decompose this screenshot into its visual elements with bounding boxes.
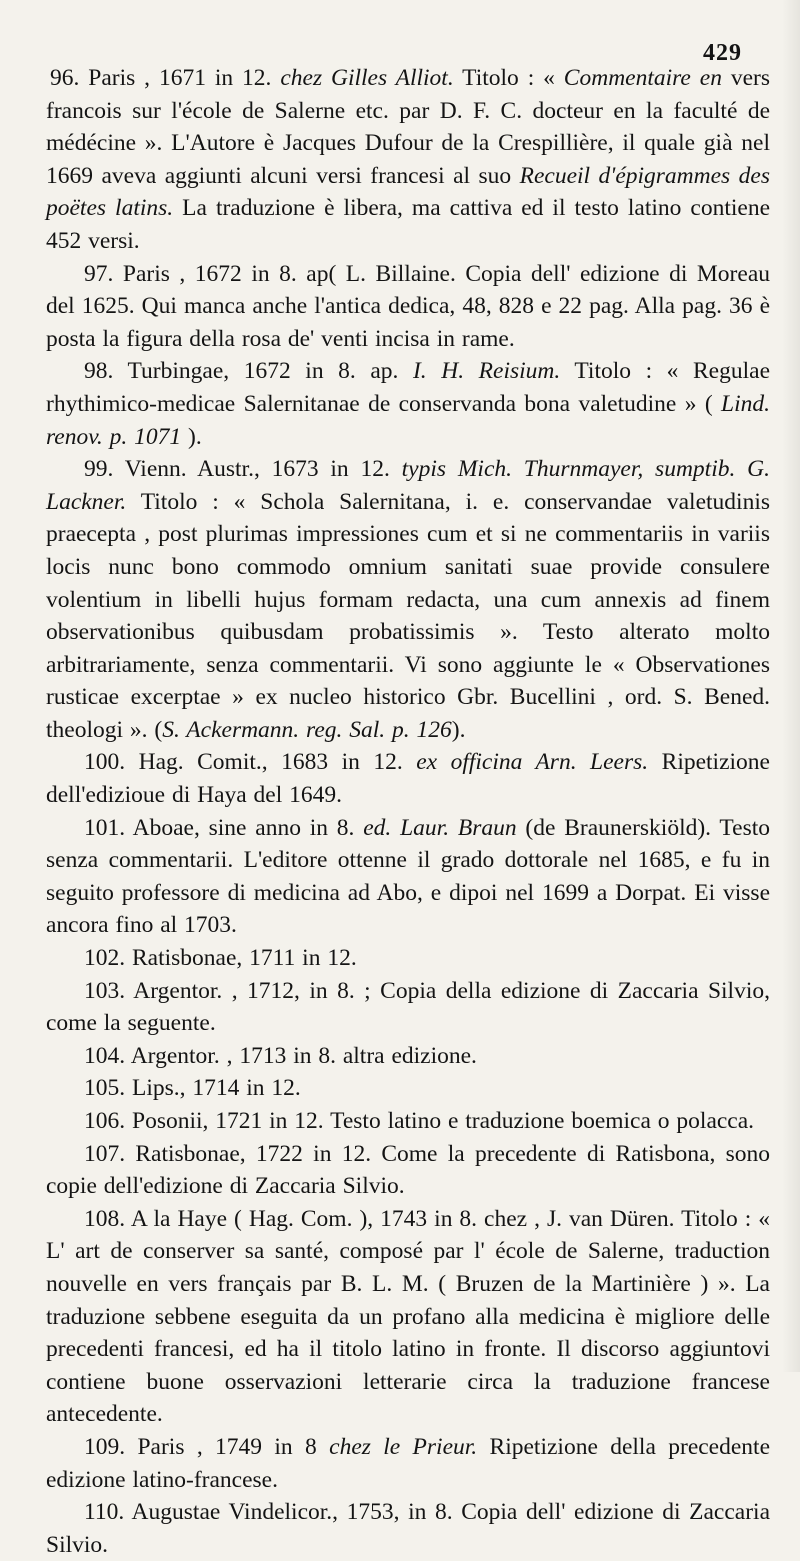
italic-text-run: typis Mich. Thurnmayer, sumptib. G. Lackner. [46, 456, 770, 515]
text-run: Titolo : « Regulae rhythimico-medicae Salernitanae de conservanda bona valetudine » ( [46, 358, 771, 417]
text-run: 101. Aboae, sine anno in 8. [84, 814, 364, 841]
bibliography-entry [46, 746, 770, 811]
bibliography-entry [46, 1072, 770, 1105]
text-run: 107. Ratisbonae, 1722 in 12. Come la precedente di Ratisbona, sono copie dell'edizione di Zaccaria Silvio. [46, 1140, 770, 1200]
text-run: ). [451, 716, 466, 743]
bibliography-entry [46, 1138, 770, 1203]
bibliography-entry [46, 1040, 770, 1073]
bibliography-entry [46, 975, 770, 1040]
text-run: 103. Argentor. , 1712, in 8. ; Copia della edizione di Zaccaria Silvio, come la seguente. [46, 977, 770, 1037]
text-run: 110. Augustae Vindelicor., 1753, in 8. Copia dell' edizione di Zaccaria Silvio. [46, 1499, 770, 1558]
bibliography-entry [46, 1203, 770, 1431]
bibliography-entry [46, 258, 770, 356]
text-run: 102. Ratisbonae, 1711 in 12. [84, 945, 357, 972]
text-run: 100. Hag. Comit., 1683 in 12. [84, 749, 417, 776]
text-run: 97. Paris , 1672 in 8. ap( L. Billaine. Copia dell' edizione di Moreau del 1625. Qui manca anche l'antica dedica, 48, 828 e 22 pag. Alla pag. 36 è posta la figura della rosa de' venti incisa in rame. [46, 260, 770, 352]
italic-text-run: ed. Laur. Braun [363, 814, 517, 841]
text-run: 96. Paris , 1671 in 12. [50, 65, 281, 91]
italic-text-run: Commentaire en [563, 65, 722, 91]
italic-text-run: Lind. renov. p. 1071 [46, 390, 770, 450]
bibliography-entry [46, 453, 770, 746]
text-run: La traduzione è libera, ma cattiva ed il testo latino contiene 452 versi. [46, 195, 770, 254]
text-run: Ripetizione della precedente edizione latino-francese. [46, 1433, 770, 1493]
text-run: ). [181, 423, 202, 450]
text-run: Titolo : « Schola Salernitana, i. e. conservandae valetudinis praecepta , post plurimas impressiones cum et si ne commentariis in variis locis nunc bono commodo omnium sanitati suae provide consulere volentium in libelli hujus formam redacta, una cum annexis ad finem observationibus quibusdam probatissimis ». Testo alterato molto arbitrariamente, senza commentarii. Vi sono aggiunte le « Observationes rusticae excerptae » ex nucleo historico Gbr. Bucellini , ord. S. Bened. theologi ». ( [46, 488, 770, 743]
italic-text-run: chez Gilles Alliot. [280, 65, 454, 91]
bibliography-entry [46, 812, 770, 942]
page-number: 429 [703, 40, 742, 66]
bibliography-entry [46, 942, 770, 975]
italic-text-run: I. H. Reisium. [412, 358, 561, 385]
bibliography-entry [46, 355, 770, 453]
text-run: 109. Paris , 1749 in 8 [84, 1433, 330, 1460]
text-run: Titolo : « [453, 65, 564, 91]
text-run: 104. Argentor. , 1713 in 8. altra edizione. [84, 1042, 477, 1069]
text-run: 108. A la Haye ( Hag. Com. ), 1743 in 8. chez , J. van Düren. Titolo : « L' art de conserver sa santé, composé par l' école de Salerne, traduction nouvelle en vers français par B. L. M. ( Bruzen de la Martinière ) ». La traduzione sebbene eseguita da un profano alla medicina è migliore delle precedenti francesi, ed ha il titolo latino in fronte. Il discorso aggiuntovi contiene buone osservazioni letterarie circa la traduzione francese antecedente. [46, 1205, 770, 1428]
italic-text-run: Recueil d'épigrammes des poëtes latins. [46, 162, 770, 222]
bibliography-entry [46, 1431, 770, 1496]
text-run: 99. Vienn. Austr., 1673 in 12. [84, 456, 402, 483]
bibliography-entry [46, 1105, 770, 1138]
bibliography-entries [46, 62, 770, 1561]
text-run: 98. Turbingae, 1672 in 8. ap. [84, 358, 413, 385]
italic-text-run: S. Ackermann. reg. Sal. p. 126 [162, 716, 452, 743]
bibliography-entry [46, 62, 770, 258]
bibliography-entry [46, 1496, 770, 1561]
text-run: (de Braunerskiöld). Testo senza commentarii. L'editore ottenne il grado dottorale nel 1685, e fu in seguito professore di medicina ad Abo, e dipoi nel 1699 a Dorpat. Ei visse ancora fino al 1703. [46, 814, 770, 939]
italic-text-run: ex officina Arn. Leers. [416, 749, 649, 776]
text-run: vers francois sur l'école de Salerne etc. par D. F. C. docteur en la faculté de médécine ». L'Autore è Jacques Dufour de la Crespillière, il quale già nel 1669 aveva aggiunti alcuni versi francesi al suo [46, 65, 771, 189]
text-run: 106. Posonii, 1721 in 12. Testo latino e traduzione boemica o polacca. [84, 1108, 755, 1134]
text-run: Ripetizione dell'edizioue di Haya del 1649. [46, 749, 770, 809]
italic-text-run: chez le Prieur. [329, 1433, 478, 1460]
text-run: 105. Lips., 1714 in 12. [84, 1075, 301, 1102]
